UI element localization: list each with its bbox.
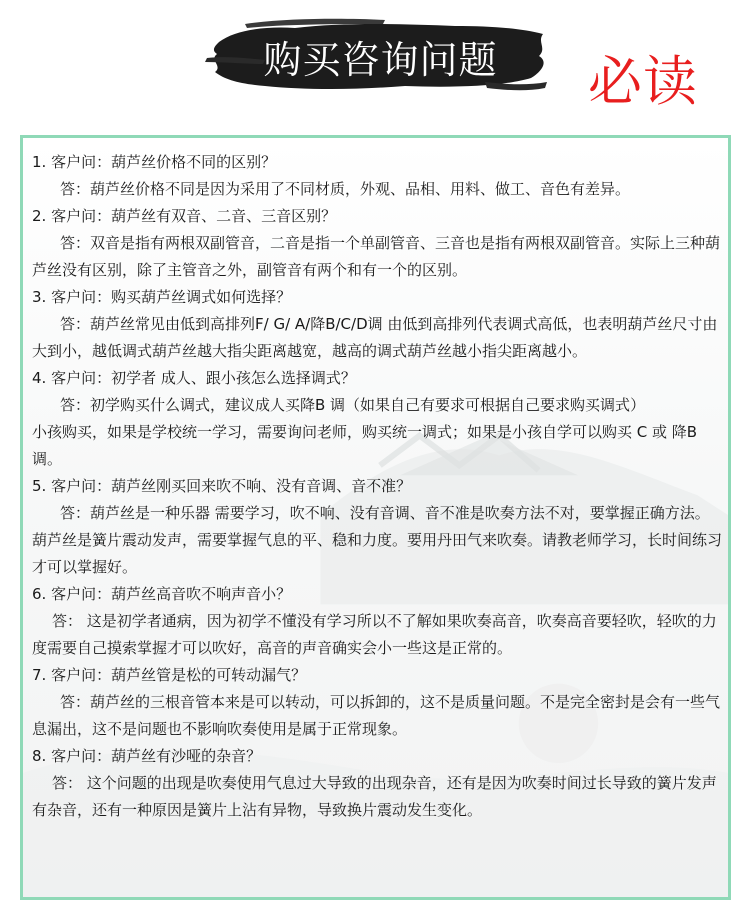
faq-answer: 答：葫芦丝是一种乐器 需要学习，吹不响、没有音调、音不准是吹奏方法不对，要掌握正确方法。葫芦丝是簧片震动发声，需要掌握气息的平、稳和力度。要用丹田气来吹奏。请教老师学习，长时间练习才可以掌握好。 [32, 504, 723, 576]
page-title: 购买咨询问题 [263, 37, 498, 82]
faq-question: 1. 客户问：葫芦丝价格不同的区别？ [32, 153, 277, 171]
faq-answer-continued: 小孩购买，如果是学校统一学习，需要询问老师，购买统一调式；如果是小孩自学可以购买 C 或 降B调。 [32, 423, 698, 468]
faq-question: 4. 客户问：初学者 成人、跟小孩怎么选择调式？ [32, 369, 356, 387]
faq-item [32, 581, 724, 662]
faq-answer: 答：葫芦丝常见由低到高排列F/ G/ A/降B/C/D调 由低到高排列代表调式高低，也表明葫芦丝尺寸由大到小，越低调式葫芦丝越大指尖距离越宽，越高的调式葫芦丝越小指尖距离越小。 [32, 315, 718, 360]
faq-item [32, 284, 724, 365]
faq-answer: 答： 这个问题的出现是吹奏使用气息过大导致的出现杂音，还有是因为吹奏时间过长导致的簧片发声有杂音，还有一种原因是簧片上沾有异物，导致换片震动发生变化。 [32, 774, 717, 819]
faq-item [32, 203, 724, 284]
faq-question: 2. 客户问：葫芦丝有双音、二音、三音区别？ [32, 207, 337, 225]
faq-answer: 答： 这是初学者通病，因为初学不懂没有学习所以不了解如果吹奏高音，吹奏高音要轻吹，轻吹的力度需要自己摸索掌握才可以吹好，高音的声音确实会小一些这是正常的。 [32, 612, 717, 657]
faq-item [32, 743, 724, 824]
faq-item [32, 149, 724, 203]
must-read-label: 必读 [588, 50, 698, 113]
faq-question: 6. 客户问：葫芦丝高音吹不响声音小？ [32, 585, 292, 603]
faq-answer: 答：葫芦丝价格不同是因为采用了不同材质，外观、品相、用料、做工、音色有差异。 [60, 180, 631, 198]
faq-panel [20, 135, 731, 900]
faq-question: 3. 客户问：购买葫芦丝调式如何选择？ [32, 288, 292, 306]
faq-item [32, 662, 724, 743]
faq-item [32, 365, 724, 473]
faq-answer: 答：葫芦丝的三根音管本来是可以转动，可以拆卸的，这不是质量问题。不是完全密封是会有一些气息漏出，这不是问题也不影响吹奏使用是属于正常现象。 [32, 693, 721, 738]
title-banner [205, 12, 550, 100]
faq-answer: 答：双音是指有两根双副管音，二音是指一个单副管音、三音也是指有两根双副管音。实际上三种葫芦丝没有区别，除了主管音之外，副管音有两个和有一个的区别。 [32, 234, 721, 279]
faq-question: 7. 客户问：葫芦丝管是松的可转动漏气？ [32, 666, 307, 684]
faq-question: 8. 客户问：葫芦丝有沙哑的杂音？ [32, 747, 262, 765]
faq-question: 5. 客户问：葫芦丝刚买回来吹不响、没有音调、音不准？ [32, 477, 412, 495]
faq-list [32, 149, 724, 824]
faq-answer: 答：初学购买什么调式，建议成人买降B 调（如果自己有要求可根据自己要求购买调式） [60, 396, 646, 414]
faq-item [32, 473, 724, 581]
